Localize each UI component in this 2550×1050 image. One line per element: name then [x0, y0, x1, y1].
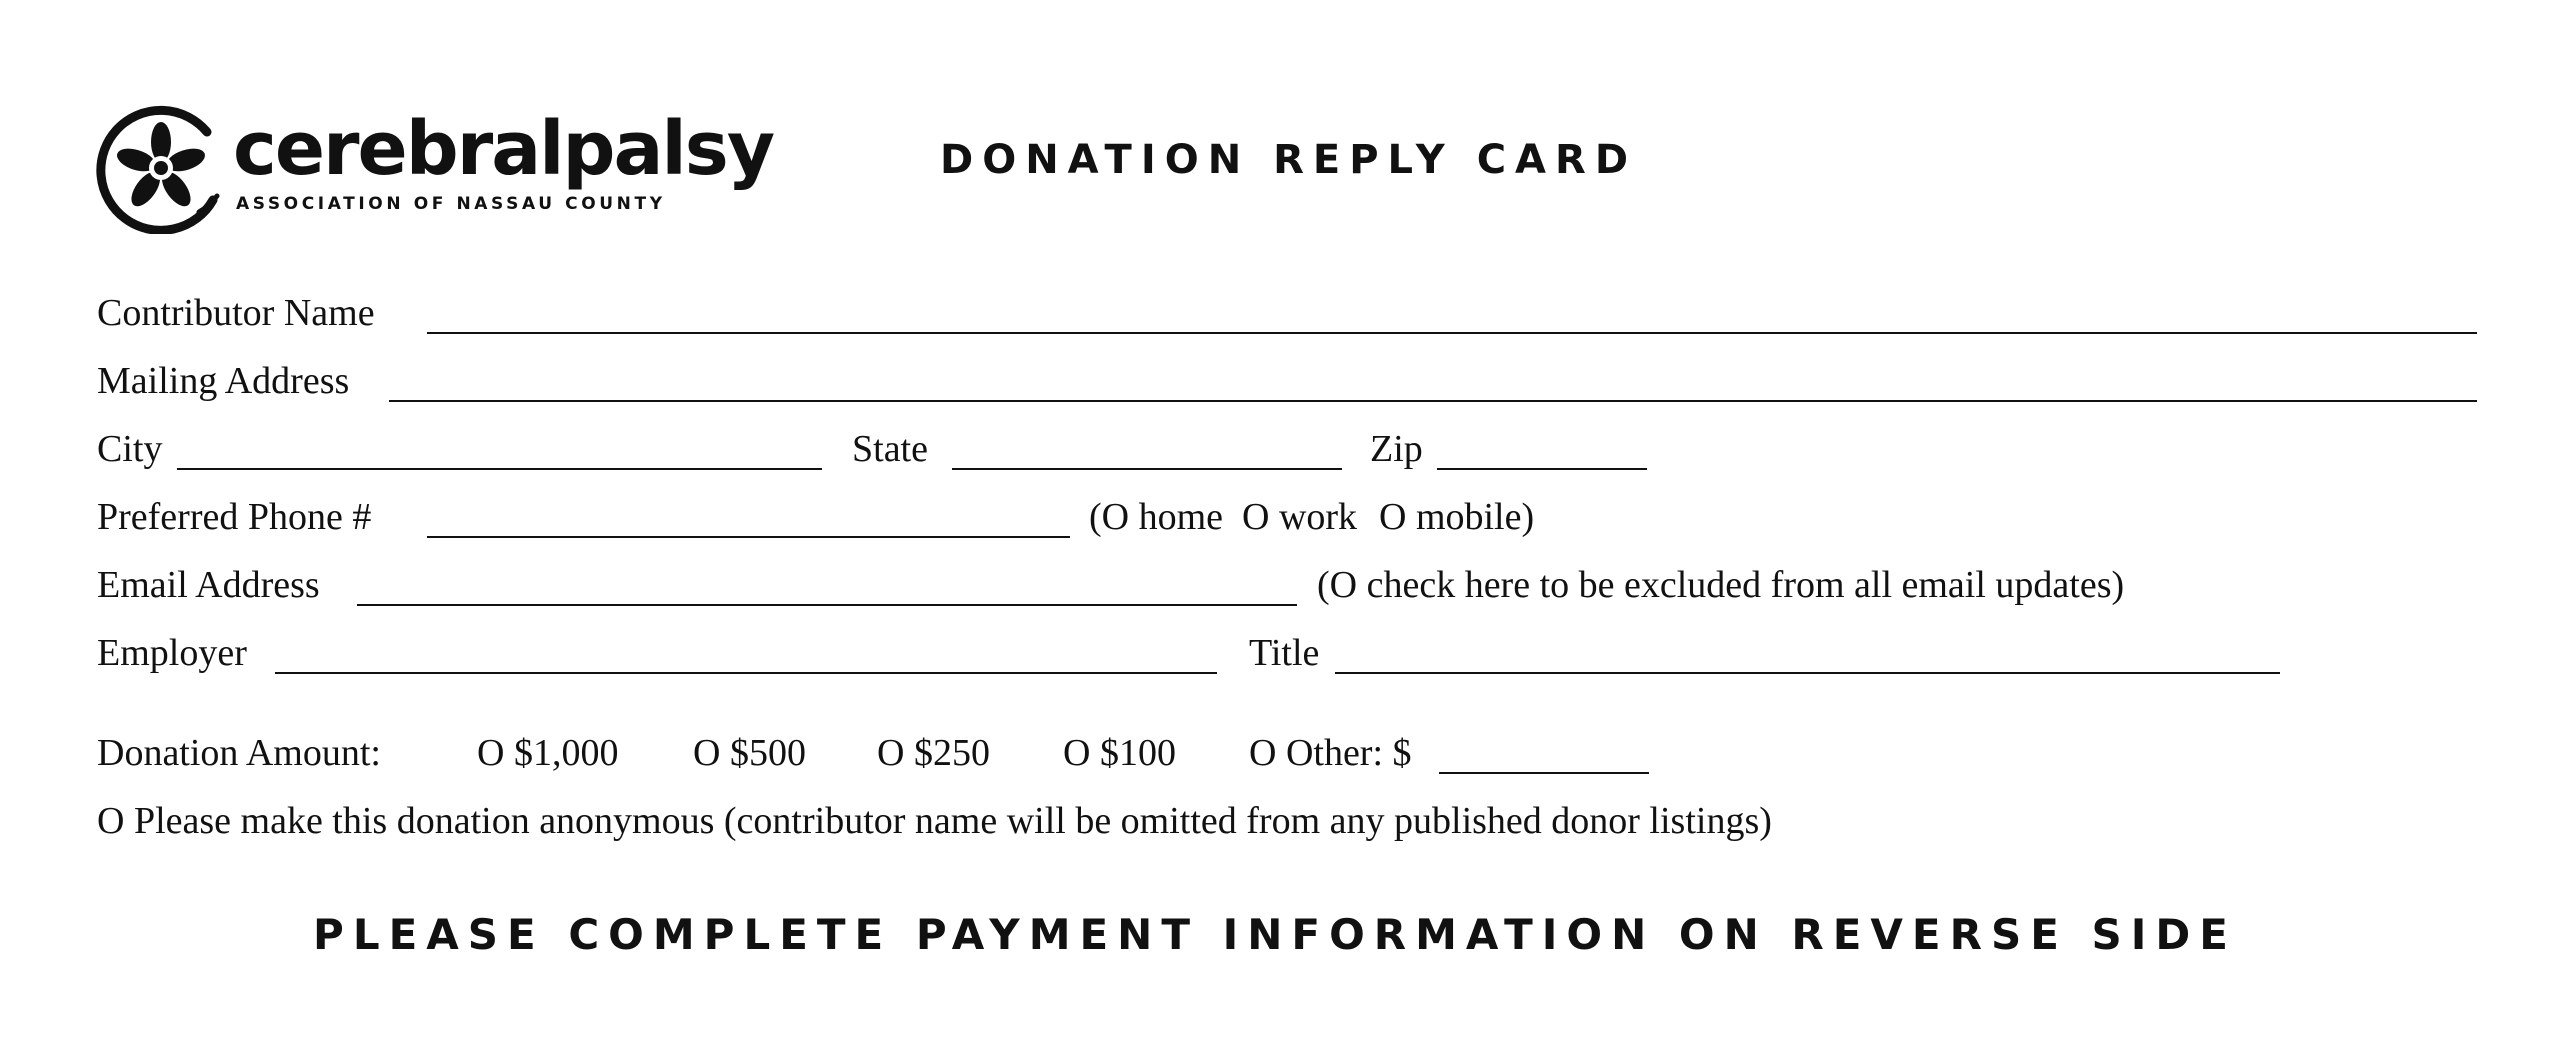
employer-label: Employer: [97, 632, 247, 674]
contributor-name-field[interactable]: [427, 298, 2477, 334]
employer-field[interactable]: [275, 638, 1217, 674]
zip-label: Zip: [1370, 428, 1423, 470]
city-field[interactable]: [177, 434, 822, 470]
flower-logo-icon: [95, 102, 227, 234]
donation-option-other[interactable]: O Other: $: [1249, 732, 1412, 774]
phone-row: [97, 492, 1597, 542]
phone-option-mobile[interactable]: O mobile): [1379, 496, 1535, 538]
city-state-zip-row: [97, 424, 1657, 474]
contributor-name-label: Contributor Name: [97, 292, 375, 334]
title-label: Title: [1249, 632, 1320, 674]
email-label: Email Address: [97, 564, 320, 606]
organization-logo: [95, 102, 774, 242]
mailing-address-field[interactable]: [389, 366, 2477, 402]
reverse-side-note: PLEASE COMPLETE PAYMENT INFORMATION ON REVERSE SIDE: [313, 910, 2237, 959]
state-field[interactable]: [952, 434, 1342, 470]
donation-option-250[interactable]: O $250: [877, 732, 990, 774]
phone-option-home[interactable]: (O home: [1089, 496, 1224, 538]
donation-amount-row: [97, 728, 1657, 778]
donation-other-amount-field[interactable]: [1439, 738, 1649, 774]
title-field[interactable]: [1335, 638, 2280, 674]
employer-title-row: [97, 628, 2297, 678]
mailing-address-label: Mailing Address: [97, 360, 350, 402]
donation-amount-label: Donation Amount:: [97, 732, 381, 774]
city-label: City: [97, 428, 163, 470]
mailing-address-row: [97, 356, 2477, 406]
zip-field[interactable]: [1437, 434, 1647, 470]
email-row: [97, 560, 2297, 610]
email-opt-out-checkbox[interactable]: (O check here to be excluded from all email updates): [1317, 564, 2125, 606]
anonymous-donation-checkbox[interactable]: O Please make this donation anonymous (contributor name will be omitted from any published donor listings): [97, 800, 1772, 842]
phone-label: Preferred Phone #: [97, 496, 372, 538]
email-field[interactable]: [357, 570, 1297, 606]
logo-wordmark: cerebralpalsy: [233, 106, 774, 192]
anonymous-row: [97, 796, 2097, 846]
contributor-name-row: [97, 288, 2477, 338]
phone-field[interactable]: [427, 502, 1070, 538]
donation-option-100[interactable]: O $100: [1063, 732, 1176, 774]
page-title: DONATION REPLY CARD: [940, 137, 1638, 183]
donation-option-1000[interactable]: O $1,000: [477, 732, 619, 774]
state-label: State: [852, 428, 928, 470]
phone-option-work[interactable]: O work: [1242, 496, 1358, 538]
donation-option-500[interactable]: O $500: [693, 732, 806, 774]
logo-subtitle: ASSOCIATION OF NASSAU COUNTY: [236, 194, 666, 214]
